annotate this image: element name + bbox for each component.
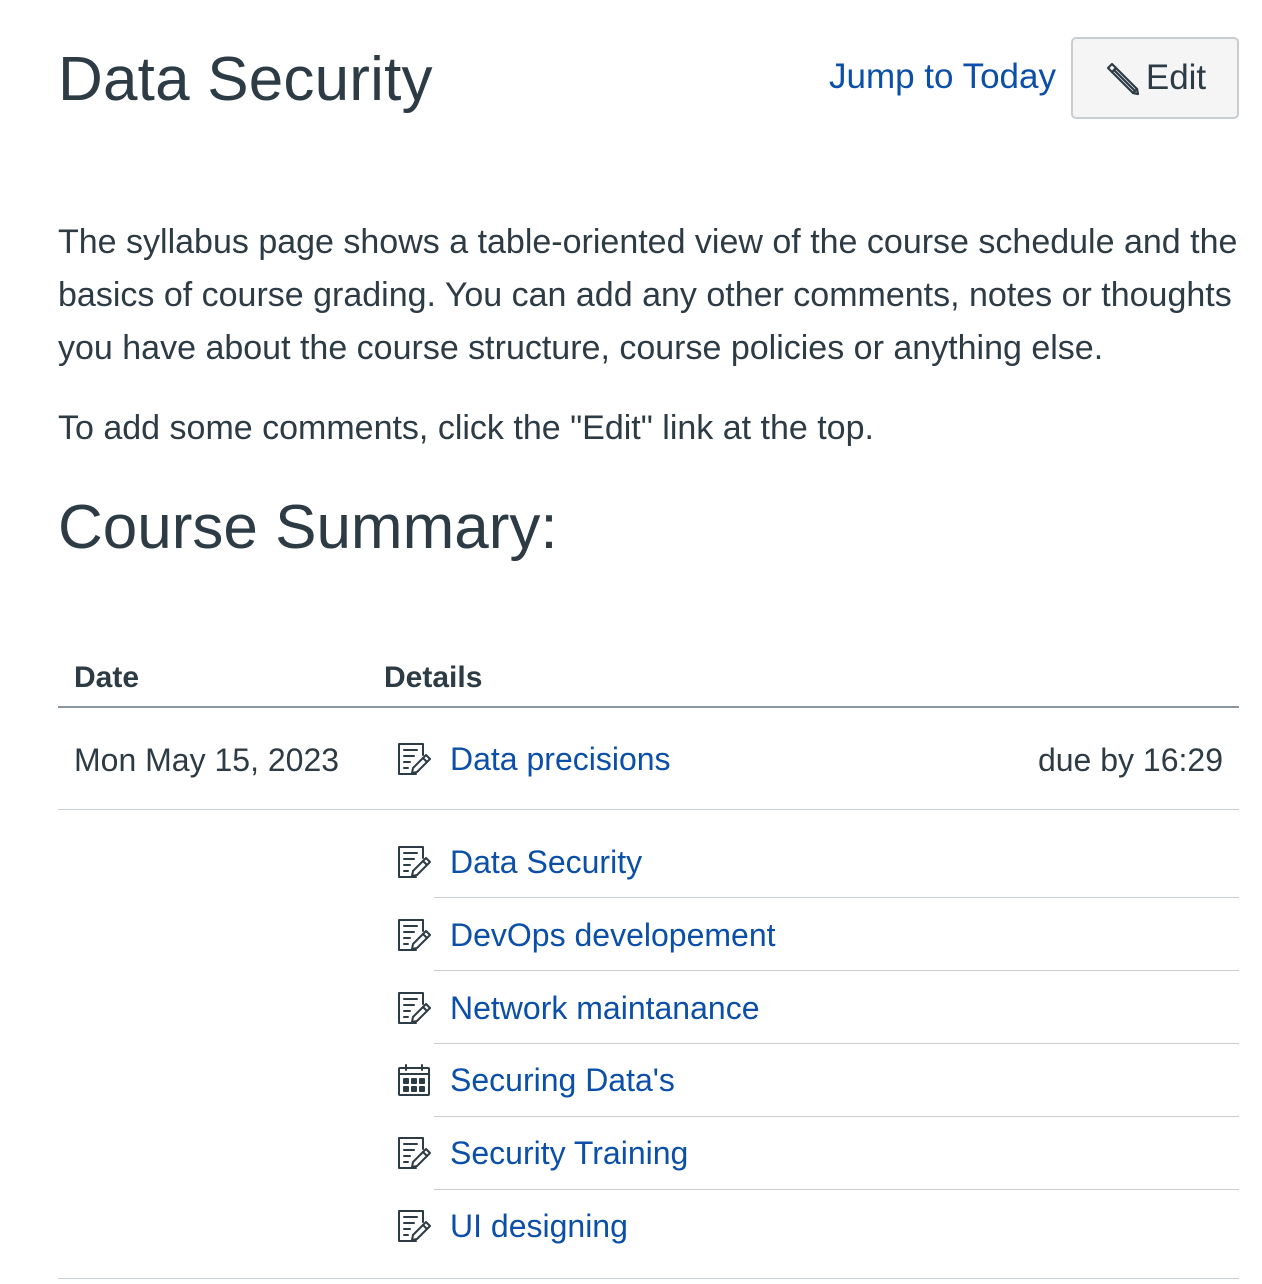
event-link[interactable]: Data precisions (450, 741, 671, 777)
assignment-icon (396, 989, 432, 1027)
edit-button-label: Edit (1145, 58, 1207, 97)
event-link[interactable]: Securing Data's (450, 1062, 675, 1098)
assignment-icon (396, 916, 432, 954)
assignment-icon (396, 843, 432, 881)
event-date: Mon May 15, 2023 (74, 742, 340, 778)
pencil-icon (1104, 60, 1140, 96)
table-header (58, 648, 1239, 708)
event-link[interactable]: Security Training (450, 1135, 689, 1171)
event-item (396, 840, 642, 884)
page-header (58, 0, 1239, 150)
calendar-icon (396, 1061, 432, 1099)
event-item (396, 737, 671, 781)
date-column-header: Date (74, 661, 140, 694)
event-link[interactable]: DevOps developement (450, 917, 776, 953)
course-summary-table (58, 648, 1239, 1279)
due-time: due by 16:29 (1037, 742, 1223, 778)
event-item (396, 1204, 628, 1248)
event-item (396, 913, 776, 957)
assignment-icon (396, 740, 432, 778)
event-link[interactable]: UI designing (450, 1208, 628, 1244)
syllabus-edit-hint: To add some comments, click the "Edit" link at the top. (58, 409, 874, 447)
event-item (396, 986, 759, 1030)
jump-to-today-link[interactable]: Jump to Today (829, 57, 1056, 96)
table-row (58, 708, 1239, 810)
event-link[interactable]: Network maintanance (450, 990, 760, 1026)
event-item (396, 1131, 688, 1175)
assignment-icon (396, 1134, 432, 1172)
page-title: Data Security (58, 45, 433, 114)
syllabus-intro: The syllabus page shows a table-oriented view of the course schedule and the basics of course grading. You can add any other comments, notes or thoughts you have about the course structure, course policies or anything else. (58, 223, 1238, 367)
assignment-icon (396, 1207, 432, 1245)
undated-items-group (58, 810, 1239, 1279)
course-summary-heading: Course Summary: (58, 493, 558, 562)
details-column-header: Details (384, 661, 483, 694)
edit-button[interactable] (1071, 37, 1239, 119)
event-link[interactable]: Data Security (450, 844, 643, 880)
event-item (396, 1058, 675, 1102)
syllabus-page (58, 0, 1239, 1244)
